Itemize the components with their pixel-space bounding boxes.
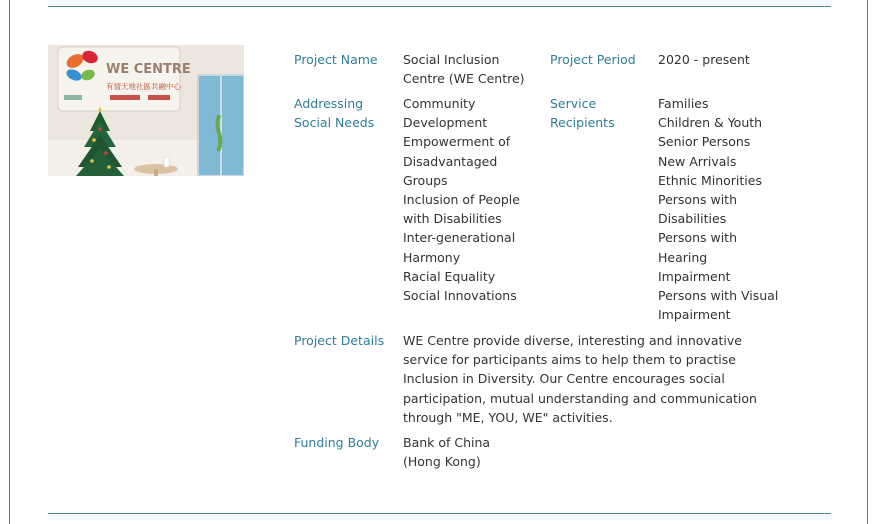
project-details-value: WE Centre provide diverse, interesting and innovative service for participants aims to help them to practise Inclusion in Diversity. Our Centre encourages social participation, mutual understanding and communication through "ME, YOU, WE" activities.	[403, 333, 757, 425]
sign-subtitle: 有情天地社區共融中心	[106, 82, 181, 91]
service-recipients-value: Families Children & Youth Senior Persons New Arrivals Ethnic Minorities Persons with Disabilities Persons with Hearing Impairment Persons with Visual Impairment	[658, 96, 779, 323]
sign-title: WE CENTRE	[106, 62, 191, 77]
funding-body-label: Funding Body	[294, 435, 380, 450]
service-recipients-label: Service Recipients	[550, 96, 615, 131]
project-details-label: Project Details	[294, 333, 385, 348]
frame-right-border	[867, 0, 868, 524]
funding-body-value: Bank of China (Hong Kong)	[403, 435, 491, 470]
top-divider	[48, 6, 831, 7]
project-period-label: Project Period	[550, 52, 636, 67]
social-needs-label: Addressing Social Needs	[294, 96, 375, 131]
project-name-value: Social Inclusion Centre (WE Centre)	[403, 52, 525, 87]
project-name-label: Project Name	[294, 52, 378, 67]
social-needs-value: Community Development Empowerment of Disadvantaged Groups Inclusion of People with Disabilities Inter-generational Harmony Racial Equality Social Innovations	[403, 96, 520, 304]
project-photo	[48, 45, 244, 176]
bottom-divider	[48, 513, 831, 514]
frame-left-border	[9, 0, 10, 524]
project-period-value: 2020 - present	[658, 52, 750, 67]
